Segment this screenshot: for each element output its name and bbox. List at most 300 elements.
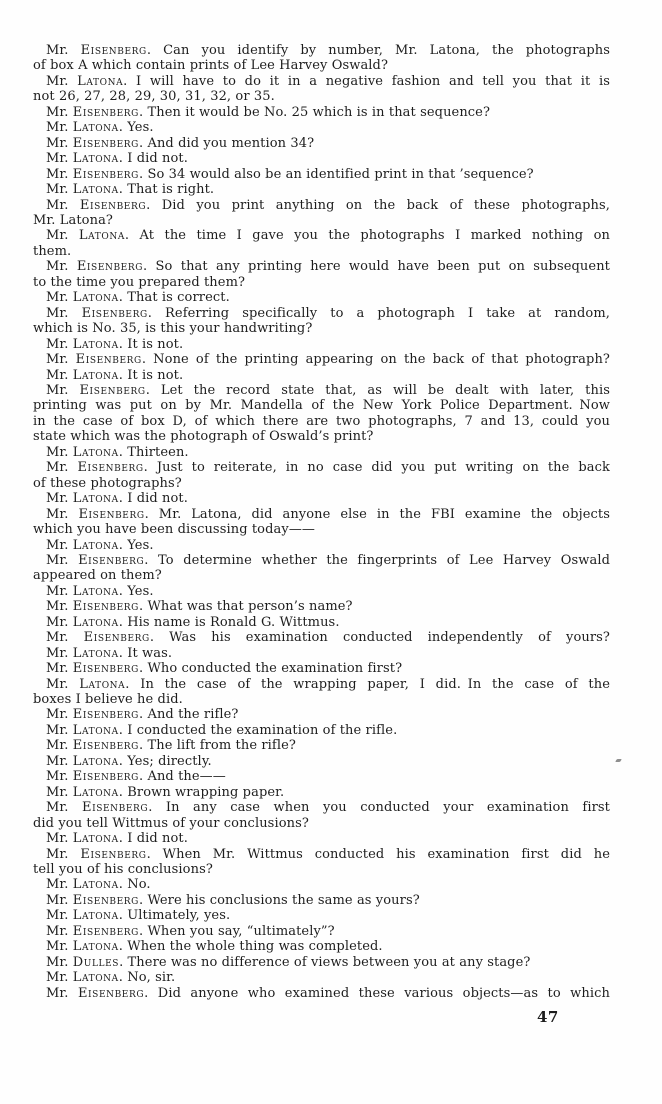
speaker-prefix: Mr. <box>46 552 79 568</box>
speaker-prefix: Mr. <box>46 753 73 769</box>
transcript-line <box>33 831 610 846</box>
transcript-line: Mr. Latona? <box>33 212 113 228</box>
speaker-name: Eisenberg <box>80 43 147 58</box>
speaker-name: Latona <box>72 182 119 198</box>
utterance <box>33 630 610 645</box>
speaker-prefix: Mr. <box>46 800 82 816</box>
speaker-period: . <box>143 460 157 476</box>
speaker-name: Latona <box>72 753 119 769</box>
utterance <box>33 198 610 229</box>
transcript-line <box>33 646 610 661</box>
speaker-prefix: Mr. <box>46 367 73 383</box>
transcript-line: of these photographs? <box>33 475 182 491</box>
speaker-prefix: Mr. <box>46 305 82 321</box>
utterance-text: No. <box>127 877 151 893</box>
speaker-period: . <box>148 800 166 816</box>
utterance <box>33 460 610 491</box>
speaker-prefix: Mr. <box>46 676 80 692</box>
speaker-name: Latona <box>72 970 119 986</box>
speaker-name: Latona <box>79 676 126 692</box>
speaker-period: . <box>118 182 128 198</box>
speaker-prefix: Mr. <box>46 460 78 476</box>
utterance <box>33 74 610 105</box>
transcript-line <box>33 677 610 692</box>
speaker-name: Latona <box>72 336 119 352</box>
speaker-period: . <box>118 151 128 167</box>
transcript-line <box>33 368 610 383</box>
speaker-name: Eisenberg <box>77 985 145 1001</box>
speaker-period: . <box>138 769 148 785</box>
utterance <box>33 707 610 722</box>
speaker-period: . <box>118 367 128 383</box>
speaker-name: Eisenberg <box>72 707 139 723</box>
transcript-line: state which was the photograph of Oswald’s print? <box>33 429 374 445</box>
utterance-text: No, sir. <box>127 970 176 986</box>
speaker-name: Latona <box>72 722 119 738</box>
speaker-name: Eisenberg <box>72 166 139 182</box>
speaker-period: . <box>118 491 128 507</box>
transcript-line <box>33 383 610 398</box>
speaker-name: Eisenberg <box>72 104 139 120</box>
transcript-line: appeared on them? <box>33 568 162 584</box>
speaker-prefix: Mr. <box>46 939 73 955</box>
speaker-period: . <box>149 630 170 646</box>
utterance <box>33 785 610 800</box>
utterance-text: Can you identify by number, Mr. Latona, the photographs <box>163 43 611 58</box>
transcript-line <box>33 198 610 213</box>
utterance-text: There was no difference of views between you at any stage? <box>127 954 531 970</box>
transcript-line: which is No. 35, is this your handwriting? <box>33 321 313 337</box>
transcript-line <box>33 228 610 243</box>
transcript-line <box>33 707 610 722</box>
speaker-prefix: Mr. <box>46 784 73 800</box>
speaker-period: . <box>118 753 128 769</box>
utterance-text: None of the printing appearing on the back of that photograph? <box>153 352 610 368</box>
speaker-period: . <box>138 738 148 754</box>
utterance-text: Did you print anything on the back of these photographs, <box>161 197 610 213</box>
speaker-period: . <box>118 877 128 893</box>
utterance-text: So 34 would also be an identified print in that ’sequence? <box>147 166 534 182</box>
utterance-text: Just to reiterate, in no case did you put writing on the back <box>156 460 610 476</box>
utterance <box>33 615 610 630</box>
transcript-line <box>33 151 610 166</box>
speaker-period: . <box>118 784 128 800</box>
speaker-period: . <box>144 985 158 1001</box>
speaker-period: . <box>138 923 148 939</box>
speaker-prefix: Mr. <box>46 135 73 151</box>
utterance <box>33 893 610 908</box>
speaker-prefix: Mr. <box>46 166 73 182</box>
speaker-name: Eisenberg <box>79 197 147 213</box>
speaker-prefix: Mr. <box>46 954 73 970</box>
utterance-text: To determine whether the fingerprints of Lee Harvey Oswald <box>158 552 611 568</box>
utterance <box>33 924 610 939</box>
speaker-prefix: Mr. <box>46 336 73 352</box>
utterance-text: So that any printing here would have been put on subsequent <box>155 259 610 275</box>
speaker-name: Eisenberg <box>72 599 139 615</box>
utterance-text: That is correct. <box>127 290 230 306</box>
speaker-prefix: Mr. <box>46 831 73 847</box>
speaker-prefix: Mr. <box>46 290 73 306</box>
transcript-line: not 26, 27, 28, 29, 30, 31, 32, or 35. <box>33 89 275 105</box>
utterance <box>33 769 610 784</box>
speaker-name: Eisenberg <box>72 769 139 785</box>
speaker-prefix: Mr. <box>46 630 84 646</box>
utterance <box>33 553 610 584</box>
speaker-prefix: Mr. <box>46 444 73 460</box>
transcript-line <box>33 507 610 522</box>
transcript-line <box>33 259 610 274</box>
transcript-line <box>33 893 610 908</box>
speaker-name: Eisenberg <box>72 661 139 677</box>
utterance <box>33 368 610 383</box>
utterance-text: His name is Ronald G. Wittmus. <box>127 614 340 630</box>
speaker-prefix: Mr. <box>46 722 73 738</box>
transcript-line <box>33 800 610 815</box>
speaker-name: Latona <box>72 908 119 924</box>
speaker-name: Eisenberg <box>83 630 150 646</box>
speaker-prefix: Mr. <box>46 352 76 368</box>
speaker-prefix: Mr. <box>46 923 73 939</box>
utterance-text: Referring specifically to a photograph I take at random, <box>165 305 611 321</box>
transcript-line <box>33 584 610 599</box>
utterance-text: Yes; directly. <box>127 753 212 769</box>
utterance-text: The lift from the rifle? <box>147 738 296 754</box>
speaker-period: . <box>118 908 128 924</box>
transcript-line <box>33 754 610 769</box>
utterance <box>33 306 610 337</box>
utterance <box>33 182 610 197</box>
speaker-period: . <box>118 583 128 599</box>
speaker-name: Latona <box>72 444 119 460</box>
speaker-prefix: Mr. <box>46 707 73 723</box>
speaker-name: Latona <box>72 645 119 661</box>
speaker-period: . <box>118 831 128 847</box>
speaker-name: Eisenberg <box>72 738 139 754</box>
utterance <box>33 723 610 738</box>
transcript-line <box>33 924 610 939</box>
transcript-line <box>33 352 610 367</box>
speaker-period: . <box>123 73 137 89</box>
utterance-text: It was. <box>127 645 173 661</box>
utterance <box>33 259 610 290</box>
scan-artifact-mark <box>615 759 622 762</box>
utterance <box>33 352 610 367</box>
speaker-period: . <box>144 552 159 568</box>
speaker-name: Latona <box>72 939 119 955</box>
speaker-name: Eisenberg <box>80 846 147 862</box>
speaker-period: . <box>118 537 128 553</box>
speaker-prefix: Mr. <box>46 599 73 615</box>
transcript-line <box>33 120 610 135</box>
speaker-prefix: Mr. <box>46 382 80 398</box>
utterance-text: Mr. Latona, did anyone else in the FBI examine the objects <box>158 506 610 522</box>
speaker-name: Latona <box>78 228 125 244</box>
speaker-name: Latona <box>72 367 119 383</box>
transcript-line <box>33 538 610 553</box>
speaker-period: . <box>119 954 128 970</box>
transcript-line <box>33 167 610 182</box>
utterance-text: When the whole thing was completed. <box>127 939 383 955</box>
transcript-line: which you have been discussing today—— <box>33 522 316 538</box>
utterance <box>33 507 610 538</box>
utterance-text: Brown wrapping paper. <box>127 784 285 800</box>
speaker-period: . <box>145 382 161 398</box>
speaker-name: Dulles <box>72 954 120 970</box>
transcript-line <box>33 908 610 923</box>
utterance-text: It is not. <box>127 336 184 352</box>
utterance <box>33 538 610 553</box>
speaker-name: Latona <box>72 120 119 136</box>
speaker-period: . <box>118 939 128 955</box>
transcript-line <box>33 986 610 1001</box>
speaker-period: . <box>118 645 128 661</box>
utterance-text: In any case when you conducted your examination first <box>165 800 610 816</box>
speaker-period: . <box>146 43 164 58</box>
utterance <box>33 877 610 892</box>
utterance <box>33 599 610 614</box>
speaker-name: Eisenberg <box>77 460 144 476</box>
speaker-period: . <box>118 614 128 630</box>
speaker-name: Eisenberg <box>81 305 148 321</box>
transcript-line: to the time you prepared them? <box>33 274 246 290</box>
speaker-name: Eisenberg <box>79 382 146 398</box>
speaker-period: . <box>138 166 148 182</box>
utterance <box>33 908 610 923</box>
speaker-prefix: Mr. <box>46 73 78 89</box>
speaker-period: . <box>118 290 128 306</box>
speaker-name: Latona <box>72 151 119 167</box>
speaker-prefix: Mr. <box>46 583 73 599</box>
utterance-text: I did not. <box>127 491 188 507</box>
transcript-line <box>33 723 610 738</box>
speaker-name: Eisenberg <box>78 506 145 522</box>
speaker-prefix: Mr. <box>46 537 73 553</box>
utterance <box>33 738 610 753</box>
transcript-line: did you tell Wittmus of your conclusions? <box>33 815 309 831</box>
transcript-line: boxes I believe he did. <box>33 692 183 708</box>
speaker-prefix: Mr. <box>46 769 73 785</box>
utterance <box>33 986 610 1001</box>
utterance <box>33 955 610 970</box>
speaker-prefix: Mr. <box>46 228 79 244</box>
transcript-line <box>33 785 610 800</box>
speaker-period: . <box>118 970 128 986</box>
transcript-line <box>33 615 610 630</box>
speaker-name: Eisenberg <box>72 135 139 151</box>
speaker-prefix: Mr. <box>46 182 73 198</box>
speaker-prefix: Mr. <box>46 846 81 862</box>
speaker-prefix: Mr. <box>46 738 73 754</box>
speaker-period: . <box>118 444 128 460</box>
speaker-prefix: Mr. <box>46 892 73 908</box>
utterance <box>33 800 610 831</box>
transcript-line <box>33 955 610 970</box>
transcript-line <box>33 74 610 89</box>
utterance-text: And the rifle? <box>147 707 239 723</box>
utterance-text: Ultimately, yes. <box>127 908 231 924</box>
utterance-text: Yes. <box>127 120 154 136</box>
utterance <box>33 646 610 661</box>
utterance <box>33 136 610 151</box>
utterance-text: That is right. <box>127 182 215 198</box>
utterance-text: Did anyone who examined these various objects—as to which <box>157 985 610 1001</box>
speaker-period: . <box>146 197 162 213</box>
transcript-line <box>33 661 610 676</box>
speaker-prefix: Mr. <box>46 259 77 275</box>
transcript-line: of box A which contain prints of Lee Harvey Oswald? <box>33 58 389 74</box>
utterance <box>33 754 610 769</box>
utterance <box>33 228 610 259</box>
speaker-name: Latona <box>72 583 119 599</box>
utterance-text: What was that person’s name? <box>147 599 353 615</box>
utterance <box>33 105 610 120</box>
speaker-period: . <box>138 104 148 120</box>
utterance-text: And the—— <box>147 769 226 785</box>
transcript-line <box>33 491 610 506</box>
utterance <box>33 584 610 599</box>
transcript-line <box>33 877 610 892</box>
transcript-line <box>33 599 610 614</box>
speaker-period: . <box>147 305 166 321</box>
speaker-prefix: Mr. <box>46 197 80 213</box>
speaker-period: . <box>138 707 148 723</box>
speaker-prefix: Mr. <box>46 151 73 167</box>
utterance-text: When Mr. Wittmus conducted his examination first did he <box>162 846 611 862</box>
speaker-period: . <box>144 506 159 522</box>
speaker-name: Eisenberg <box>72 892 139 908</box>
utterance <box>33 661 610 676</box>
utterance <box>33 43 610 74</box>
utterance-text: In the case of the wrapping paper, I did. In the case of the <box>140 676 610 692</box>
speaker-prefix: Mr. <box>46 661 73 677</box>
transcript-line <box>33 630 610 645</box>
utterance <box>33 831 610 846</box>
speaker-period: . <box>138 599 148 615</box>
speaker-period: . <box>138 892 148 908</box>
speaker-period: . <box>118 120 128 136</box>
speaker-period: . <box>143 259 156 275</box>
speaker-period: . <box>118 336 128 352</box>
speaker-name: Eisenberg <box>78 552 145 568</box>
speaker-name: Latona <box>72 614 119 630</box>
speaker-prefix: Mr. <box>46 614 73 630</box>
utterance-text: Who conducted the examination first? <box>147 661 403 677</box>
transcript-line: printing was put on by Mr. Mandella of the New York Police Department. Now <box>33 398 610 414</box>
utterance-text: I did not. <box>127 151 188 167</box>
transcript-line <box>33 460 610 475</box>
utterance <box>33 970 610 985</box>
transcript-line: in the case of box D, of which there are two photographs, 7 and 13, could you <box>33 413 610 429</box>
transcript-line <box>33 182 610 197</box>
utterance <box>33 491 610 506</box>
speaker-name: Eisenberg <box>75 352 142 368</box>
transcript-line <box>33 970 610 985</box>
utterance-text: And did you mention 34? <box>147 135 315 151</box>
transcript-line <box>33 939 610 954</box>
utterance <box>33 120 610 135</box>
speaker-period: . <box>146 846 163 862</box>
utterance-text: I conducted the examination of the rifle. <box>127 722 398 738</box>
utterance <box>33 445 610 460</box>
speaker-prefix: Mr. <box>46 645 73 661</box>
utterance-text: I will have to do it in a negative fashion and tell you that it is <box>136 73 610 89</box>
speaker-name: Latona <box>77 73 124 89</box>
utterance-text: Yes. <box>127 537 154 553</box>
speaker-name: Latona <box>72 537 119 553</box>
speaker-name: Latona <box>72 784 119 800</box>
utterance-text: Let the record state that, as will be dealt with later, this <box>160 382 610 398</box>
utterance-text: I did not. <box>127 831 188 847</box>
transcript-line <box>33 306 610 321</box>
utterance-text: Were his conclusions the same as yours? <box>147 892 420 908</box>
transcript-line <box>33 136 610 151</box>
speaker-period: . <box>138 135 148 151</box>
utterance <box>33 167 610 182</box>
speaker-period: . <box>141 352 154 368</box>
speaker-prefix: Mr. <box>46 104 73 120</box>
transcript-line <box>33 769 610 784</box>
utterance-text: Thirteen. <box>127 444 189 460</box>
speaker-prefix: Mr. <box>46 43 81 58</box>
speaker-name: Eisenberg <box>72 923 139 939</box>
speaker-name: Eisenberg <box>81 800 149 816</box>
transcript-line <box>33 847 610 862</box>
speaker-prefix: Mr. <box>46 877 73 893</box>
utterance <box>33 939 610 954</box>
transcript-line <box>33 337 610 352</box>
utterance-text: Then it would be No. 25 which is in that sequence? <box>147 104 491 120</box>
page-number: 47 <box>537 1008 559 1026</box>
transcript-line <box>33 738 610 753</box>
utterance-text: Was his examination conducted independently of yours? <box>169 630 610 646</box>
speaker-prefix: Mr. <box>46 506 79 522</box>
transcript-line <box>33 445 610 460</box>
speaker-prefix: Mr. <box>46 120 73 136</box>
speaker-name: Latona <box>72 877 119 893</box>
speaker-period: . <box>138 661 148 677</box>
speaker-prefix: Mr. <box>46 908 73 924</box>
utterance <box>33 383 610 445</box>
transcript-line: them. <box>33 243 72 259</box>
transcript-line <box>33 553 610 568</box>
utterance <box>33 337 610 352</box>
speaker-period: . <box>118 722 128 738</box>
speaker-name: Latona <box>72 491 119 507</box>
speaker-period: . <box>124 228 140 244</box>
transcript-line: tell you of his conclusions? <box>33 862 213 878</box>
transcript-line <box>33 105 610 120</box>
utterance-text: It is not. <box>127 367 184 383</box>
utterance <box>33 151 610 166</box>
speaker-name: Latona <box>72 831 119 847</box>
transcript <box>33 43 610 1001</box>
speaker-prefix: Mr. <box>46 491 73 507</box>
utterance-text: At the time I gave you the photographs I marked nothing on <box>139 228 611 244</box>
speaker-name: Eisenberg <box>76 259 144 275</box>
utterance-text: When you say, “ultimately”? <box>147 923 335 939</box>
speaker-period: . <box>125 676 141 692</box>
speaker-prefix: Mr. <box>46 970 73 986</box>
utterance-text: Yes. <box>127 583 154 599</box>
transcript-line <box>33 290 610 305</box>
speaker-name: Latona <box>72 290 119 306</box>
speaker-prefix: Mr. <box>46 985 78 1001</box>
utterance <box>33 290 610 305</box>
utterance <box>33 677 610 708</box>
utterance <box>33 847 610 878</box>
transcript-line <box>33 43 610 58</box>
